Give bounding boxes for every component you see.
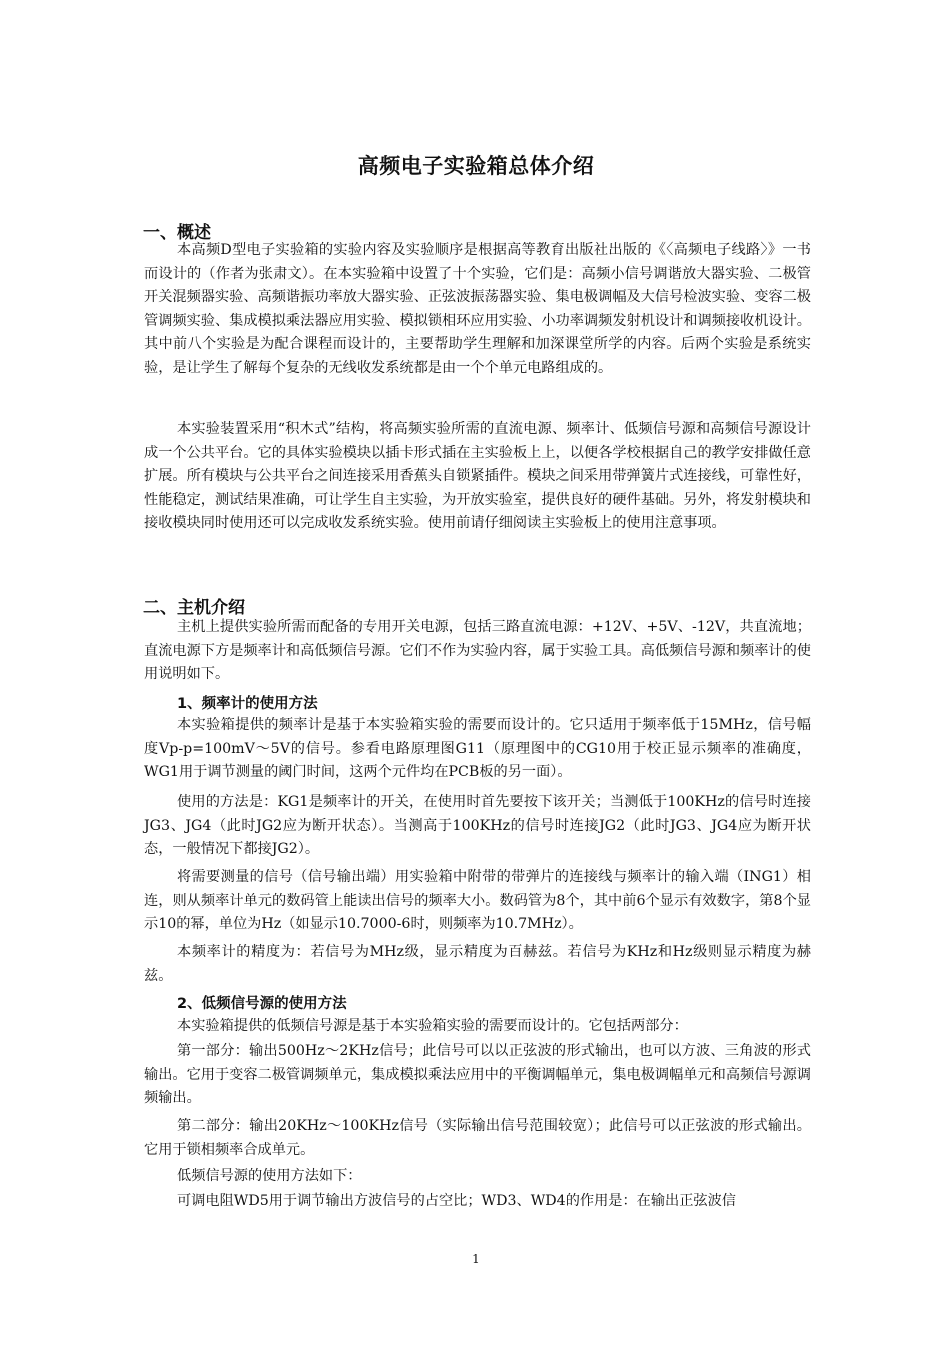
host-paragraph-1: 主机上提供实验所需而配备的专用开关电源，包括三路直流电源：+12V、+5V、-12V，共直流地；直流电源下方是频率计和高低频信号源。它们不作为实验内容，属于实验工具。高低频信号源和频率计的使用说明如下。: [144, 619, 811, 683]
counter-paragraph-3: 将需要测量的信号（信号输出端）用实验箱中附带的带弹片的连接线与频率计的输入端（ING1）相连，则从频率计单元的数码管上能读出信号的频率大小。数码管为8个，其中前6个显示有效数字，第8个显示10的幂，单位为Hz（如显示10.7000-6时，则频率为10.7MHz）。: [144, 869, 811, 933]
subsection-heading-frequency-counter: 1、频率计的使用方法: [177, 696, 318, 712]
page-number: 1: [472, 1252, 480, 1266]
counter-paragraph-1: 本实验箱提供的频率计是基于本实验箱实验的需要而设计的。它只适用于频率低于15MHz，信号幅度Vp-p=100mV～5V的信号。参看电路原理图G11（原理图中的CG10用于校正显示频率的准确度，WG1用于调节测量的阈门时间，这两个元件均在PCB板的另一面）。: [144, 717, 811, 781]
subsection-heading-low-freq-source: 2、低频信号源的使用方法: [177, 996, 347, 1012]
counter-paragraph-2: 使用的方法是：KG1是频率计的开关，在使用时首先要按下该开关；当测低于100KHz的信号时连接JG3、JG4（此时JG2应为断开状态）。当测高于100KHz的信号时连接JG2（此时JG3、JG4应为断开状态，一般情况下都接JG2）。: [144, 794, 811, 858]
lowfreq-paragraph-3: 第二部分：输出20KHz～100KHz信号（实际输出信号范围较宽）；此信号可以正弦波的形式输出。它用于锁相频率合成单元。: [144, 1118, 811, 1158]
section-heading-host: 二、主机介绍: [143, 598, 245, 618]
section-heading-overview: 一、概述: [143, 223, 211, 243]
overview-paragraph-2: 本实验装置采用“积木式”结构，将高频实验所需的直流电源、频率计、低频信号源和高频信号源设计成一个公共平台。它的具体实验模块以插卡形式插在主实验板上上，以便各学校根据自己的教学安排做任意扩展。所有模块与公共平台之间连接采用香蕉头自锁紧插件。模块之间采用带弹簧片式连接线，可靠性好，性能稳定，测试结果准确，可让学生自主实验，为开放实验室，提供良好的硬件基础。另外，将发射模块和接收模块同时使用还可以完成收发系统实验。使用前请仔细阅读主实验板上的使用注意事项。: [144, 421, 811, 532]
overview-paragraph-1: 本高频D型电子实验箱的实验内容及实验顺序是根据高等教育出版社出版的《〈高频电子线路〉》一书而设计的（作者为张肃文）。在本实验箱中设置了十个实验，它们是：高频小信号调谐放大器实验、二极管开关混频器实验、高频谐振功率放大器实验、正弦波振荡器实验、集电极调幅及大信号检波实验、变容二极管调频实验、集成模拟乘法器应用实验、模拟锁相环应用实验、小功率调频发射机设计和调频接收机设计。其中前八个实验是为配合课程而设计的，主要帮助学生理解和加深课堂所学的内容。后两个实验是系统实验，是让学生了解每个复杂的无线收发系统都是由一个个单元电路组成的。: [144, 242, 811, 376]
counter-paragraph-4: 本频率计的精度为：若信号为MHz级，显示精度为百赫兹。若信号为KHz和Hz级则显示精度为赫兹。: [144, 944, 811, 984]
lowfreq-paragraph-1: 本实验箱提供的低频信号源是基于本实验箱实验的需要而设计的。它包括两部分：: [177, 1018, 688, 1034]
lowfreq-paragraph-4: 低频信号源的使用方法如下：: [177, 1168, 362, 1184]
document-title: 高频电子实验箱总体介绍: [357, 154, 595, 178]
lowfreq-paragraph-5: 可调电阻WD5用于调节输出方波信号的占空比；WD3、WD4的作用是：在输出正弦波信: [177, 1193, 736, 1209]
lowfreq-paragraph-2: 第一部分：输出500Hz～2KHz信号；此信号可以以正弦波的形式输出，也可以方波、三角波的形式输出。它用于变容二极管调频单元，集成模拟乘法应用中的平衡调幅单元，集电极调幅单元和高频信号源调频输出。: [144, 1043, 811, 1107]
